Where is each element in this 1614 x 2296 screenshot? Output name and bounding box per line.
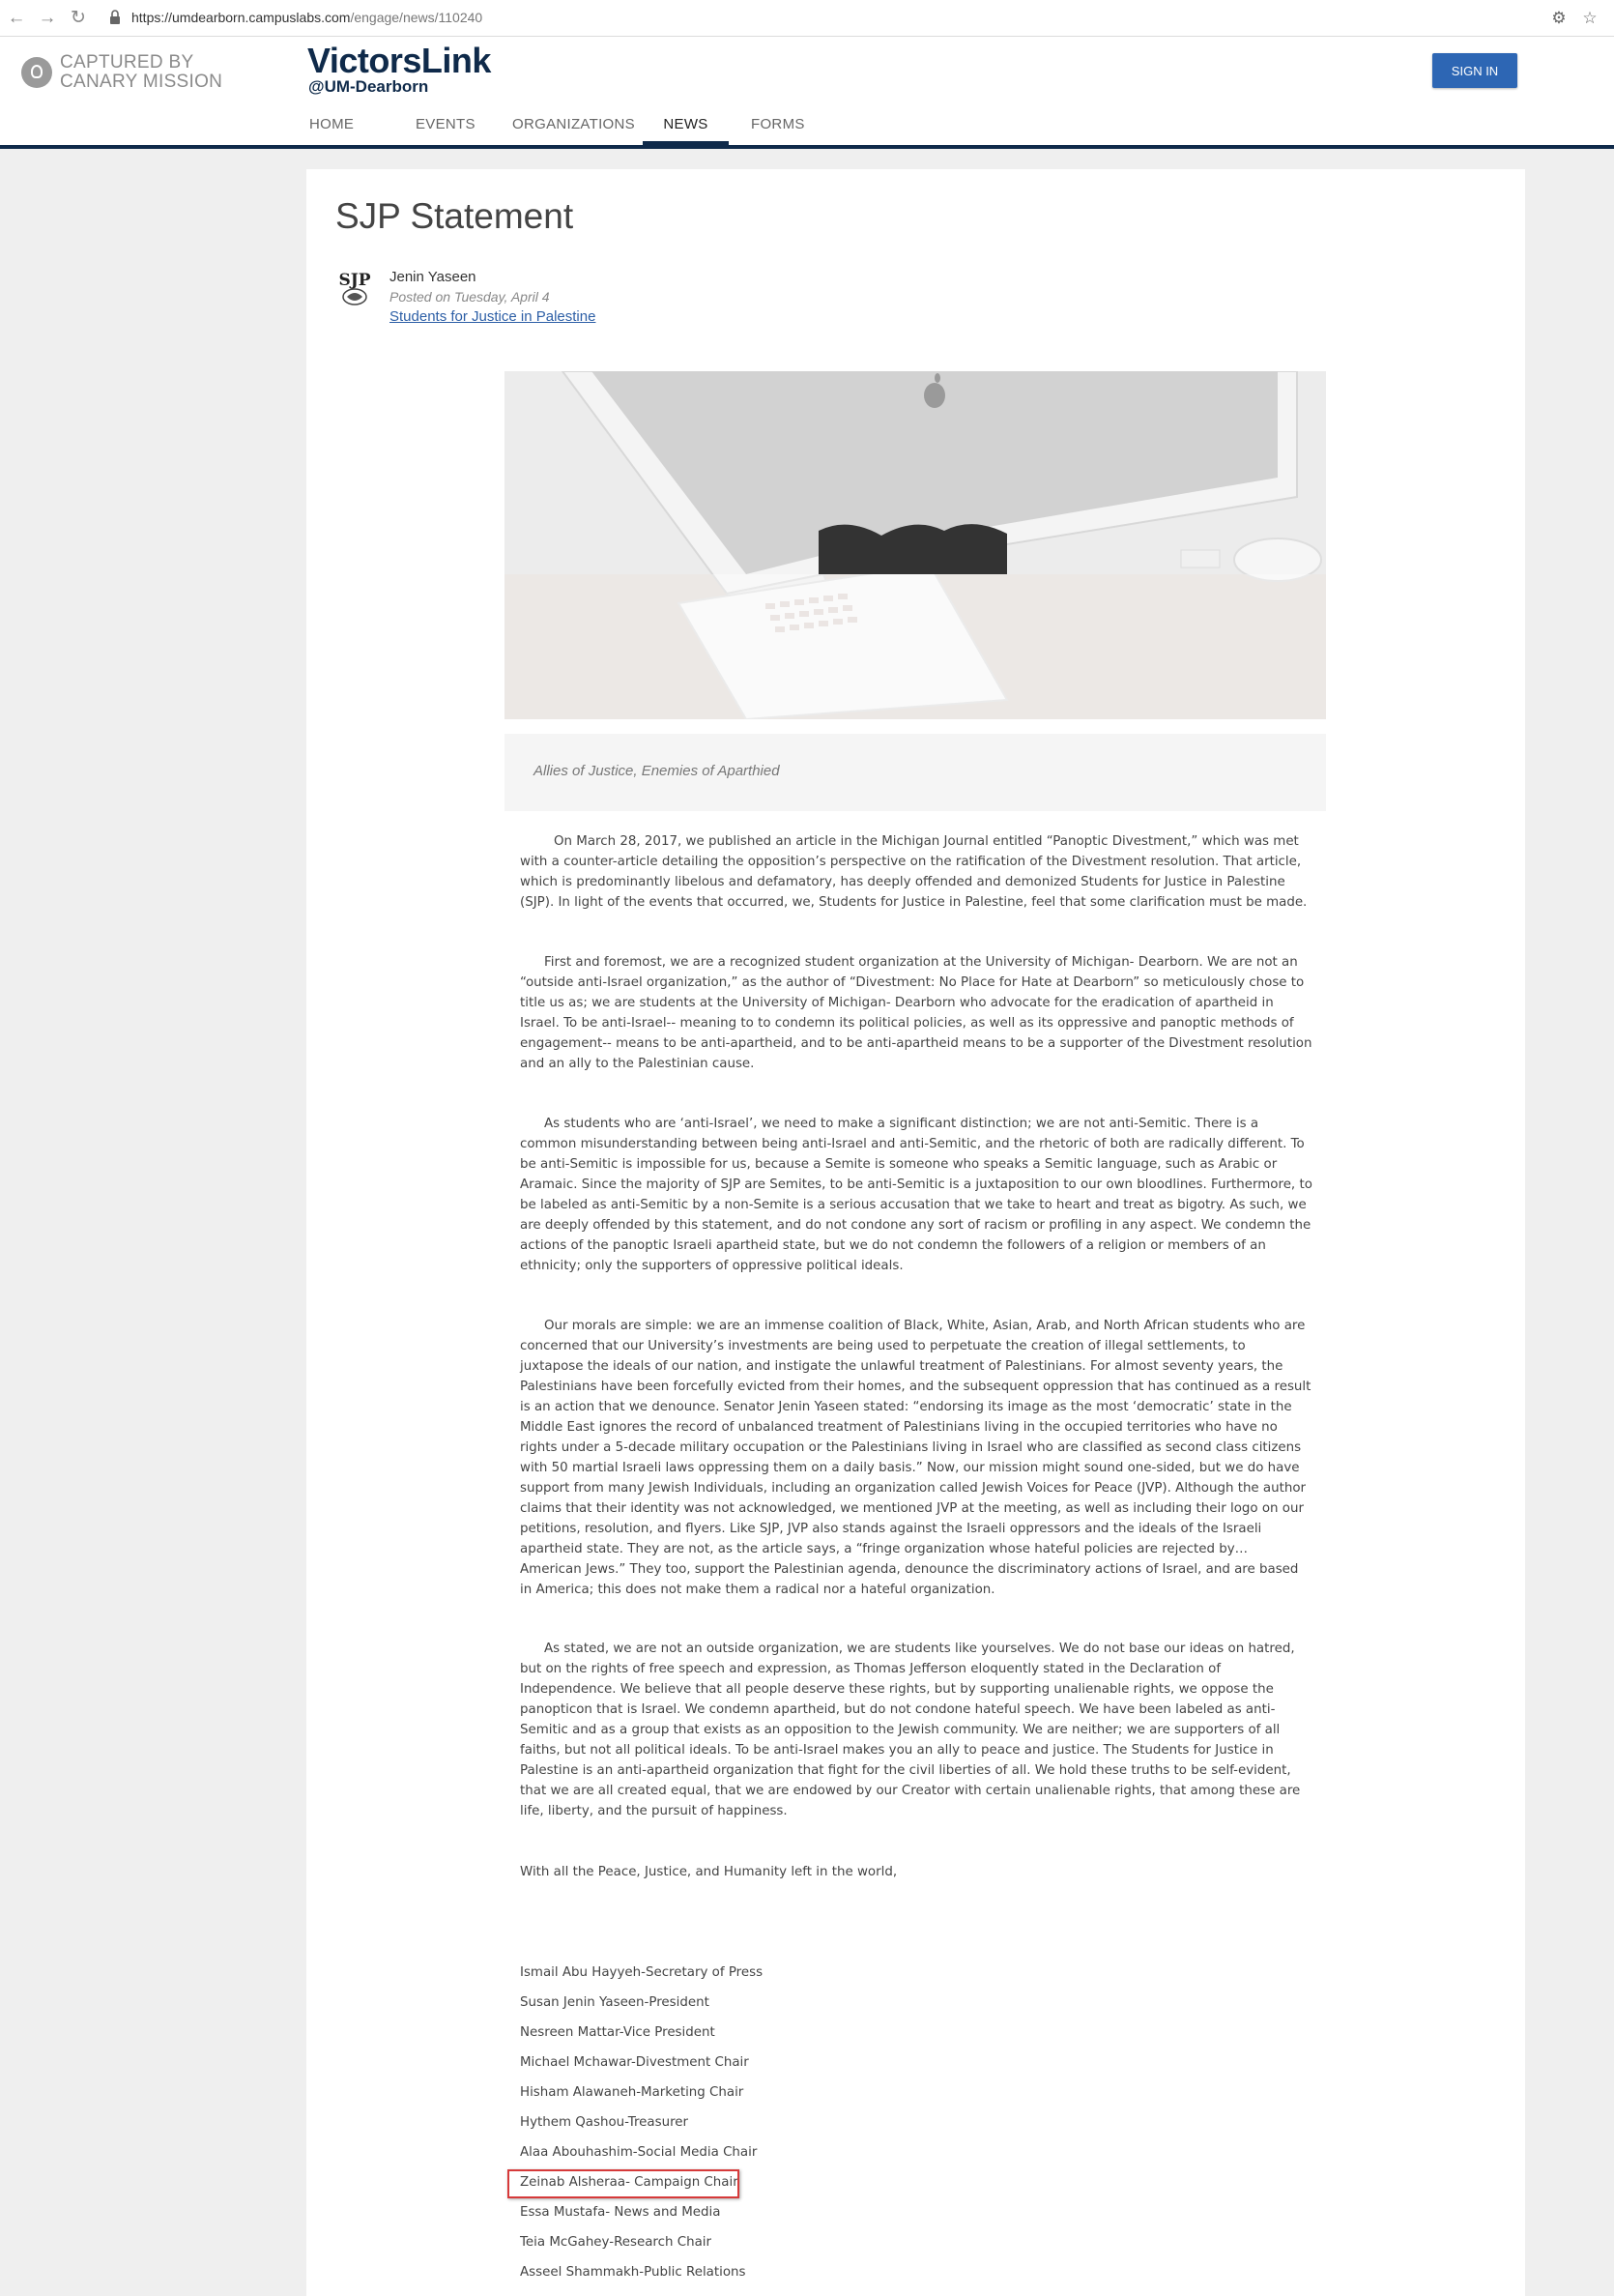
signer-item: Hisham Alawaneh-Marketing Chair	[520, 2085, 744, 2100]
lock-icon	[109, 9, 121, 26]
signer-item: Alaa Abouhashim-Social Media Chair	[520, 2145, 758, 2160]
author-name: Jenin Yaseen	[389, 269, 476, 285]
closing-line: With all the Peace, Justice, and Humanity left in the world,	[520, 1865, 898, 1879]
highlight-annotation-box	[507, 2169, 739, 2198]
image-caption-box	[504, 734, 1326, 811]
sign-in-button[interactable]: SIGN IN	[1432, 53, 1517, 88]
body-paragraph-2: First and foremost, we are a recognized student organization at the University of Michigan- Dearborn. We are not an “outside anti-Israel organization,” as the author of “Divestment: No Place for Hate at Dearborn” so meticulously chose to title us as; we are students at the University of Michigan- Dearborn who advocate for the eradication of apartheid in Israel. To be anti-Israel-- meaning to to condemn its political policies, as well as its oppressive and panoptic methods of engagement-- means to be anti-apartheid, and to be anti-apartheid means to be a supporter of the Divestment resolution and an ally to the Palestinian cause.	[520, 955, 1312, 1071]
signer-item: Essa Mustafa- News and Media	[520, 2205, 721, 2220]
tab-organizations[interactable]: ORGANIZATIONS	[512, 116, 635, 132]
signer-item: Asseel Shammakh-Public Relations	[520, 2265, 746, 2280]
image-caption: Allies of Justice, Enemies of Aparthied	[533, 763, 780, 779]
signer-item: Susan Jenin Yaseen-President	[520, 1995, 709, 2010]
url-host: https://umdearborn.campuslabs.com	[131, 10, 351, 25]
posted-date: Posted on Tuesday, April 4	[389, 289, 550, 305]
sjp-logo-text: SJP	[338, 271, 371, 290]
canary-watermark	[21, 53, 234, 96]
body-paragraph-1: On March 28, 2017, we published an article in the Michigan Journal entitled “Panoptic Divestment,” which was met with a counter-article detailing the opposition’s perspective on the ratification of the Divestment resolution. That article, which is predominantly libelous and defamatory, has deeply offended and demonized Students for Justice in Palestine (SJP). In light of the events that occurred, we, Students for Justice in Palestine, feel that some clarification must be made.	[520, 834, 1308, 910]
signer-item: Michael Mchawar-Divestment Chair	[520, 2055, 749, 2070]
signer-item: Ismail Abu Hayyeh-Secretary of Press	[520, 1965, 764, 1980]
site-header	[0, 37, 1614, 145]
watermark-line2: CANARY MISSION	[60, 72, 223, 92]
reload-icon[interactable]: ↻	[71, 8, 86, 28]
bookmark-star-icon[interactable]: ☆	[1582, 9, 1598, 27]
tab-news[interactable]: NEWS	[643, 106, 729, 145]
watermark-line1: CAPTURED BY	[60, 52, 194, 73]
sjp-logo-icon	[335, 266, 374, 308]
signer-item: Hythem Qashou-Treasurer	[520, 2115, 689, 2130]
header-rule	[0, 145, 1614, 149]
tab-events[interactable]: EVENTS	[416, 116, 476, 132]
page-title: SJP Statement	[335, 196, 574, 236]
body-paragraph-3: As students who are ‘anti-Israel’, we need to make a significant distinction; we are not anti-Semitic. There is a common misunderstanding between being anti-Israel and anti-Semitic, and the rhetoric of both are radically different. To be anti-Semitic is impossible for us, because a Semite is someone who speaks a Semitic language, such as Arabic or Aramaic. Since the majority of SJP are Semites, to be anti-Semitic is a juxtaposition to our own bloodlines. Furthermore, to be labeled as anti-Semitic by a non-Semite is a serious accusation that we take to heart and treat as bigotry. As such, we are deeply offended by this statement, and do not condone any sort of racism or profiling in any aspect. We condemn the actions of the panoptic Israeli apartheid state, but we do not condemn the followers of a religion or members of an ethnicity; only the supporters of oppressive political ideals.	[520, 1117, 1312, 1273]
article-hero-image	[504, 371, 1326, 719]
body-paragraph-5: As stated, we are not an outside organization, we are students like yourselves. We do not base our ideas on hatred, but on the rights of free speech and expression, as Thomas Jefferson eloquently stated in the Declaration of Independence. We believe that all people deserve these rights, but by supporting unalienable rights, we oppose the panopticon that is Israel. We condemn apartheid, but do not condone hateful speech. We have been labeled as anti-Semitic and as a group that exists as an opposition to the Jewish community. We are neither; we are supporters of all faiths, but not all political ideals. To be anti-Israel makes you an ally to peace and justice. The Students for Justice in Palestine is an anti-apartheid organization that fight for the civil liberties of all. We hold these truths to be self-evident, that we are all created equal, that we are endowed by our Creator with certain unalienable rights, that among these are life, liberty, and the pursuit of happiness.	[520, 1642, 1301, 1818]
extension-icon[interactable]: ⚙	[1551, 9, 1567, 27]
signer-item-highlighted: Zeinab Alsheraa- Campaign Chair	[520, 2175, 738, 2190]
url-path: /engage/news/110240	[350, 10, 483, 25]
organization-link[interactable]: Students for Justice in Palestine	[389, 308, 596, 325]
signer-item: Teia McGahey-Research Chair	[520, 2235, 712, 2250]
tab-forms[interactable]: FORMS	[751, 116, 805, 132]
site-logo-title[interactable]: VictorsLink	[307, 41, 491, 80]
article-card	[306, 169, 1525, 2296]
tab-home[interactable]: HOME	[309, 116, 355, 132]
body-paragraph-4: Our morals are simple: we are an immense coalition of Black, White, Asian, Arab, and North African students who are concerned that our University’s investments are being used to perpetuate the creation of illegal settlements, to juxtapose the ideals of our nation, and instigate the unlawful treatment of Palestinians. For almost seventy years, the Palestinians have been forcefully evicted from their homes, and the subsequent oppression that has continued as a result is an action that we denounce. Senator Jenin Yaseen stated: “endorsing its image as the most ‘democratic’ state in the Middle East ignores the record of unbalanced treatment of Palestinians living in the occupied territories who have no rights under a 5-decade military occupation or the Palestinians living in Israel who are classified as second class citizens with 50 martial Israeli laws oppressing them on a daily basis.” Now, our mission might sound one-sided, but we do have support from many Jewish Individuals, including an organization called Jewish Voices for Peace (JVP). Although the author claims that their identity was not acknowledged, we mentioned JVP at the meeting, as well as including their logo on our petitions, resolution, and flyers. Like SJP, JVP also stands against the Israeli oppressors and the ideals of the Israeli apartheid state. They are not, as the article says, a “fringe organization whose hateful policies are rejected by… American Jews.” They too, support the Palestinian agenda, denounce the discriminatory actions of Israel, and are based in America; this does not make them a radical nor a hateful organization.	[520, 1319, 1311, 1597]
canary-logo-icon	[21, 57, 52, 88]
signer-item: Nesreen Mattar-Vice President	[520, 2025, 715, 2040]
forward-arrow-icon[interactable]: →	[38, 8, 57, 28]
site-logo-subtitle: @UM-Dearborn	[308, 77, 429, 96]
browser-toolbar	[0, 0, 1614, 37]
back-arrow-icon[interactable]: ←	[7, 8, 26, 28]
address-bar[interactable]	[131, 10, 482, 25]
